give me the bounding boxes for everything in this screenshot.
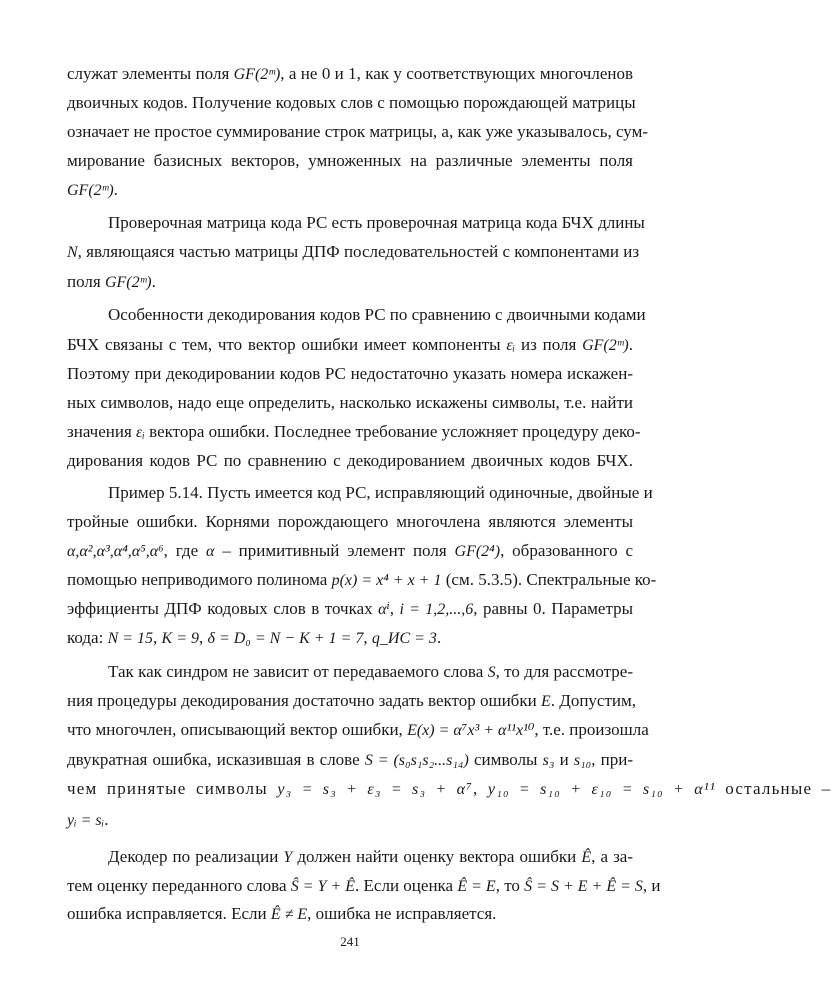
math-formula: s₁₀ xyxy=(573,752,592,769)
text-run: должен найти оценку вектора ошибки xyxy=(292,847,582,866)
math-formula: p(x) = x⁴ + x + 1 xyxy=(331,572,442,589)
text-run: . Допустим, xyxy=(550,691,637,710)
text-line xyxy=(67,240,640,264)
text-line xyxy=(67,510,633,534)
math-formula: GF(2ᵐ) xyxy=(67,182,114,199)
text-run: . xyxy=(436,628,442,647)
text-line xyxy=(67,777,831,801)
text-run: , т.е. произошла xyxy=(534,720,649,739)
text-line xyxy=(108,211,645,235)
math-formula: S xyxy=(487,664,496,681)
text-line xyxy=(108,845,633,869)
text-run: чем принятые символы xyxy=(67,779,278,798)
text-line xyxy=(108,660,633,684)
math-formula: Y xyxy=(283,849,293,866)
math-formula: S = (s₀s₁s₂...s₁₄) xyxy=(364,752,469,769)
text-run: , являющаяся частью матрицы ДПФ последовательностей с компонентами из xyxy=(77,242,640,261)
math-formula: GF(2⁴) xyxy=(454,543,501,560)
text-line xyxy=(67,689,637,713)
math-formula: N = 15 xyxy=(107,630,154,647)
text-line xyxy=(67,391,633,415)
text-run: Пример 5.14. Пусть имеется код РС, исправляющий одиночные, двойные и xyxy=(108,483,653,502)
text-line xyxy=(67,874,661,898)
text-run: Так как синдром не зависит от передаваемого слова xyxy=(108,662,488,681)
text-line xyxy=(67,449,633,473)
text-run: . xyxy=(113,180,118,199)
text-run: вектора ошибки. Последнее требование усложняет процедуру деко- xyxy=(144,422,641,441)
text-run: Декодер по реализации xyxy=(108,847,284,866)
text-line xyxy=(67,718,649,742)
text-line xyxy=(108,481,653,505)
text-line xyxy=(67,626,633,650)
text-line xyxy=(67,362,633,386)
math-formula: y₁₀ = s₁₀ + ε₁₀ = s₁₀ + α¹¹ xyxy=(487,781,716,798)
text-run: , то для рассмотре- xyxy=(495,662,633,681)
math-formula: Ŝ = Y + Ê xyxy=(290,878,356,895)
text-line xyxy=(67,62,633,86)
text-run: Особенности декодирования кодов РС по сравнению с двоичными кодами xyxy=(108,305,646,324)
text-line xyxy=(67,333,633,357)
text-run: Поэтому при декодировании кодов РС недостаточно указать номера искажен- xyxy=(67,364,633,383)
math-formula: δ = D₀ = N − K + 1 = 7 xyxy=(207,630,364,647)
math-formula: GF(2ᵐ) xyxy=(233,66,281,83)
text-run: , то xyxy=(495,876,525,895)
text-run: , xyxy=(389,599,400,618)
math-formula: Ê ≠ E xyxy=(270,906,308,923)
text-line xyxy=(67,748,633,772)
math-formula: αⁱ xyxy=(378,601,390,618)
text-run: , xyxy=(363,628,372,647)
text-run: значения xyxy=(67,422,137,441)
text-run: служат элементы поля xyxy=(67,64,234,83)
text-run: остальные – xyxy=(715,779,831,798)
text-run: БЧХ связаны с тем, что вектор ошибки имеет компоненты xyxy=(67,335,507,354)
text-run: , xyxy=(153,628,162,647)
math-formula: y₃ = s₃ + ε₃ = s₃ + α⁷ xyxy=(277,781,473,798)
text-run: . xyxy=(628,335,633,354)
math-formula: K = 9 xyxy=(161,630,200,647)
text-run: , ошибка не исправляется. xyxy=(307,904,497,923)
text-run: , при- xyxy=(591,750,634,769)
math-formula: GF(2ᵐ) xyxy=(582,337,629,354)
text-run: – примитивный элемент поля xyxy=(214,541,455,560)
math-formula: Ê xyxy=(581,849,592,866)
text-line xyxy=(67,568,657,592)
text-line xyxy=(67,539,633,563)
text-run: , равны 0. Параметры xyxy=(473,599,634,618)
text-run: тем оценку переданного слова xyxy=(67,876,291,895)
text-run: из поля xyxy=(515,335,583,354)
text-line xyxy=(67,178,633,202)
math-formula: yᵢ = sᵢ xyxy=(67,812,105,829)
text-run: двукратная ошибка, исказившая в слове xyxy=(67,750,365,769)
text-run: помощью неприводимого полинома xyxy=(67,570,332,589)
text-run: означает не простое суммирование строк матрицы, а, как уже указывалось, сум- xyxy=(67,122,649,141)
math-formula: GF(2ᵐ) xyxy=(104,274,152,291)
text-run: дирования кодов РС по сравнению с декодированием двоичных кодов БЧХ. xyxy=(67,451,633,470)
text-run: , где xyxy=(163,541,206,560)
text-run: ошибка исправляется. Если xyxy=(67,904,271,923)
text-run: (см. 5.3.5). Спектральные ко- xyxy=(441,570,657,589)
text-line xyxy=(67,902,633,926)
text-run: ных символов, надо еще определить, насколько искажены символы, т.е. найти xyxy=(67,393,633,412)
text-line xyxy=(67,808,633,832)
text-line xyxy=(67,597,633,621)
text-run: . xyxy=(104,810,109,829)
math-formula: α,α²,α³,α⁴,α⁵,α⁶ xyxy=(67,543,164,560)
text-line xyxy=(67,91,636,115)
math-formula: i = 1,2,...,6 xyxy=(399,601,474,618)
text-run: , xyxy=(199,628,208,647)
text-run: ния процедуры декодирования достаточно задать вектор ошибки xyxy=(67,691,541,710)
text-run: мирование базисных векторов, умноженных на различные элементы поля xyxy=(67,151,633,170)
text-line xyxy=(67,149,633,173)
text-run: двоичных кодов. Получение кодовых слов с помощью порождающей матрицы xyxy=(67,93,636,112)
text-run: , xyxy=(472,779,488,798)
text-run: тройные ошибки. Корнями порождающего многочлена являются элементы xyxy=(67,512,633,531)
text-run: , и xyxy=(642,876,661,895)
text-line xyxy=(108,303,646,327)
text-line xyxy=(67,420,641,444)
math-formula: E(x) = α⁷x³ + α¹¹x¹⁰ xyxy=(407,722,535,739)
text-line xyxy=(67,120,649,144)
text-run: Проверочная матрица кода РС есть проверочная матрица кода БЧХ длины xyxy=(108,213,645,232)
math-formula: E xyxy=(540,693,551,710)
math-formula: q_ИС = 3 xyxy=(371,630,437,647)
text-run: , образованного с xyxy=(500,541,634,560)
text-run: символы xyxy=(468,750,543,769)
page-number: 241 xyxy=(340,934,360,949)
math-formula: Ŝ = S + E + Ê = S xyxy=(524,878,643,895)
text-run: и xyxy=(554,750,574,769)
text-line xyxy=(67,270,633,294)
math-formula: s₃ xyxy=(542,752,555,769)
text-run: кода: xyxy=(67,628,108,647)
text-run: , а не 0 и 1, как у соответствующих многочленов xyxy=(280,64,633,83)
math-formula: εᵢ xyxy=(136,424,145,441)
text-run: . Если оценка xyxy=(355,876,458,895)
math-formula: α xyxy=(206,543,215,560)
text-run: что многочлен, описывающий вектор ошибки, xyxy=(67,720,408,739)
text-run: , а за- xyxy=(591,847,633,866)
text-run: поля xyxy=(67,272,105,291)
math-formula: Ê = E xyxy=(457,878,496,895)
text-run: . xyxy=(151,272,156,291)
math-formula: N xyxy=(67,244,78,261)
math-formula: εᵢ xyxy=(506,337,516,354)
text-run: эффициенты ДПФ кодовых слов в точках xyxy=(67,599,379,618)
